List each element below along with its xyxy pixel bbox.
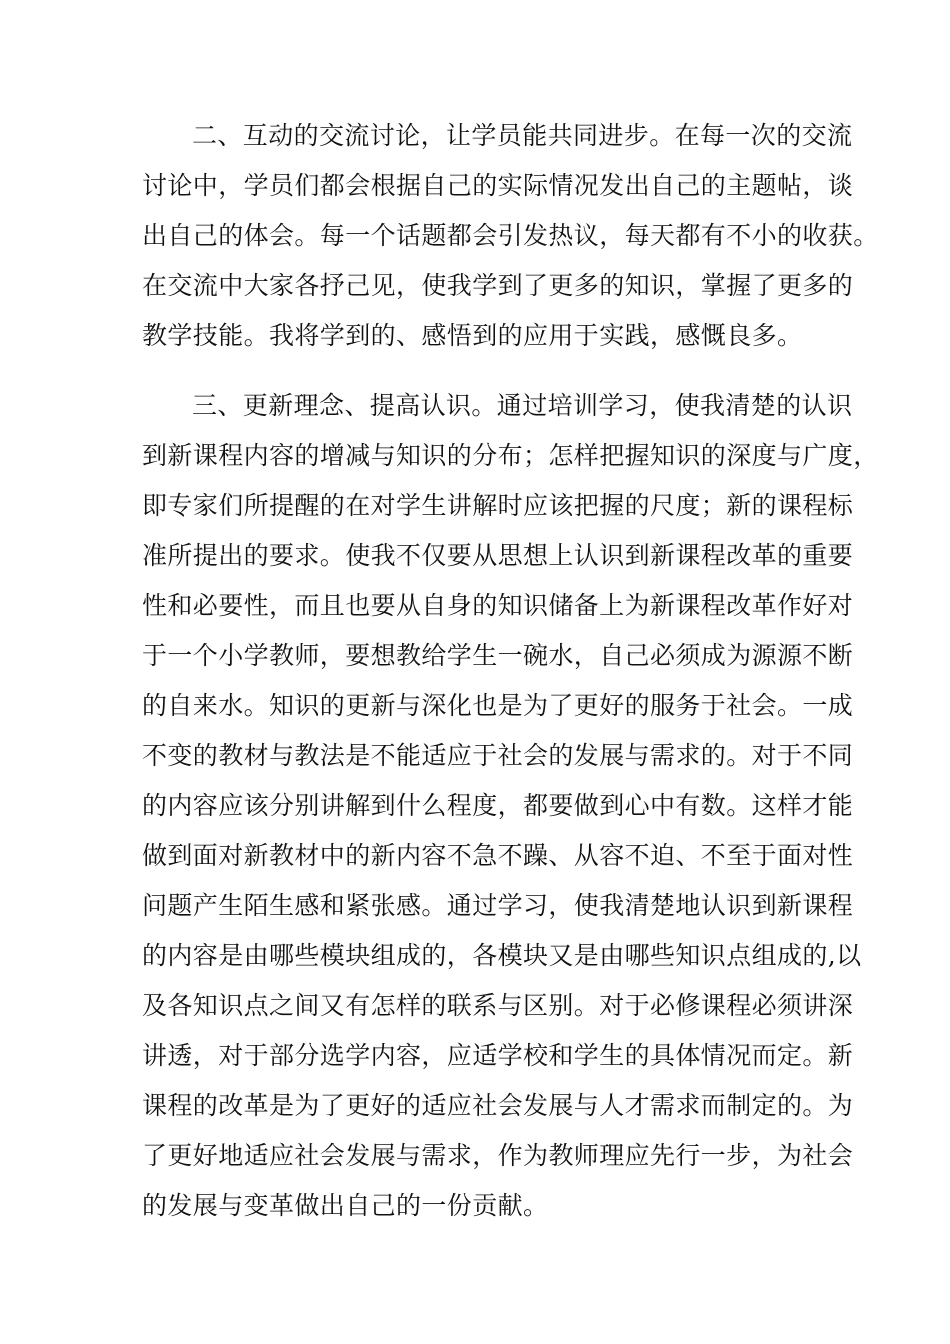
text-line: 的发展与变革做出自己的一份贡献。 [142,1191,549,1220]
text-line: 三、更新理念、提高认识。通过培训学习，使我清楚的认识 [192,391,853,420]
text-line: 在交流中大家各抒己见，使我学到了更多的知识，掌握了更多的 [142,271,854,300]
text-line: 的内容是由哪些模块组成的，各模块又是由哪些知识点组成的,以 [142,941,862,970]
text-line: 做到面对新教材中的新内容不急不躁、从容不迫、不至于面对性 [142,841,854,870]
text-line: 准所提出的要求。使我不仅要从思想上认识到新课程改革的重要 [142,541,854,570]
text-line: 不变的教材与教法是不能适应于社会的发展与需求的。对于不同 [142,741,854,770]
text-line: 问题产生陌生感和紧张感。通过学习，使我清楚地认识到新课程 [142,891,854,920]
text-line: 讲透，对于部分选学内容，应适学校和学生的具体情况而定。新 [142,1041,854,1070]
text-line: 到新课程内容的增减与知识的分布；怎样把握知识的深度与广度， [142,441,879,470]
text-line: 讨论中，学员们都会根据自己的实际情况发出自己的主题帖，谈 [142,171,854,200]
text-line: 即专家们所提醒的在对学生讲解时应该把握的尺度；新的课程标 [142,491,854,520]
text-line: 出自己的体会。每一个话题都会引发热议，每天都有不小的收获。 [142,221,879,250]
text-line: 于一个小学教师，要想教给学生一碗水，自己必须成为源源不断 [142,641,854,670]
text-line: 课程的改革是为了更好的适应社会发展与人才需求而制定的。为 [142,1091,854,1120]
text-line: 教学技能。我将学到的、感悟到的应用于实践，感慨良多。 [142,321,803,350]
text-line: 及各知识点之间又有怎样的联系与区别。对于必修课程必须讲深 [142,991,854,1020]
text-line: 的内容应该分别讲解到什么程度，都要做到心中有数。这样才能 [142,791,854,820]
text-line: 的自来水。知识的更新与深化也是为了更好的服务于社会。一成 [142,691,854,720]
text-line: 了更好地适应社会发展与需求，作为教师理应先行一步，为社会 [142,1141,854,1170]
text-line: 二、互动的交流讨论，让学员能共同进步。在每一次的交流 [192,121,853,150]
text-line: 性和必要性，而且也要从自身的知识储备上为新课程改革作好对 [142,591,854,620]
